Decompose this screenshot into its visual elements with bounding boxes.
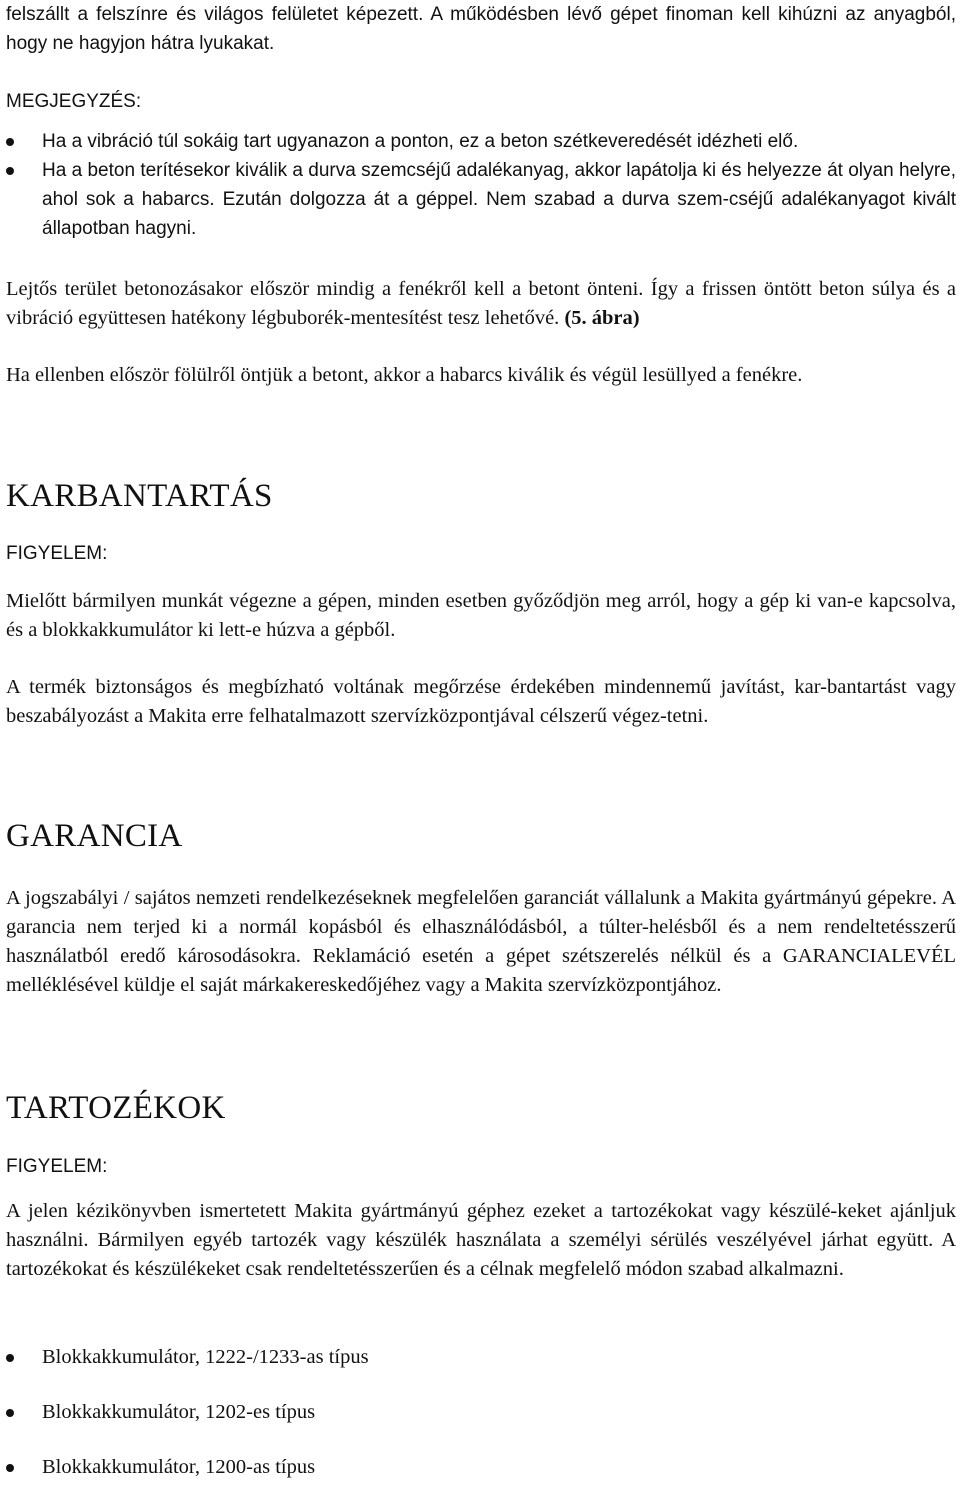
maintenance-heading: KARBANTARTÁS (6, 478, 273, 514)
bullet-icon (6, 1409, 14, 1417)
accessories-list (6, 1343, 956, 1508)
list-item: Ha a vibráció túl sokáig tart ugyanazon a ponton, ez a beton szétkeveredését idézheti elő. (6, 127, 956, 156)
bullet-icon (6, 1464, 14, 1472)
list-item: Ha a beton terítésekor kiválik a durva szemcséjű adalékanyag, akkor lapátolja ki és helyezze át olyan helyre, ahol sok a habarcs. Ezután dolgozza át a géppel. Nem szabad a durva szem-cséjű adalékanyagot kivált állapotban hagyni. (6, 156, 956, 243)
maintenance-warning-label: FIGYELEM: (6, 543, 108, 564)
accessories-paragraph: A jelen kézikönyvben ismertetett Makita gyártmányú géphez ezeket a tartozékokat vagy készülé-keket ajánljuk használni. Bármilyen egyéb tartozék vagy készülék használata a személyi sérülés veszélyével járhat együtt. A tartozékokat és készülékeket csak rendeltetésszerűen és a célnak megfelelő módon szabad alkalmazni. (6, 1200, 956, 1280)
bullet-icon (6, 1354, 14, 1362)
list-item: Blokkakkumulátor, 1202-es típus (6, 1398, 956, 1427)
figure-reference: (5. ábra) (564, 307, 640, 329)
note-label: MEGJEGYZÉS: (6, 91, 142, 112)
accessories-heading: TARTOZÉKOK (6, 1090, 226, 1126)
bullet-icon (6, 138, 14, 146)
warranty-heading: GARANCIA (6, 818, 183, 854)
accessories-warning-label: FIGYELEM: (6, 1156, 108, 1177)
warranty-paragraph: A jogszabályi / sajátos nemzeti rendelkezéseknek megfelelően garanciát vállalunk a Makita gyártmányú gépekre. A garancia nem terjed ki a normál kopásból és elhasználódásból, a túlter-helésből és a nem rendeltetésszerű használatból eredő károsodásokra. Reklamáció esetén a gépet szétszerelés nélkül és a GARANCIALEVÉL melléklésével küldje el saját márkakereskedőjéhez vagy a Makita szervízközpontjához. (6, 887, 956, 996)
maintenance-paragraph-2: A termék biztonságos és megbízható voltának megőrzése érdekében mindennemű javítást, kar-bantartást vagy beszabályozást a Makita erre felhatalmazott szervízközpontjával célszerű végez-tetni. (6, 676, 956, 727)
slope-paragraph: Lejtős terület betonozásakor először mindig a fenékről kell a betont önteni. Így a frissen öntött beton súlya és a vibráció együttesen hatékony légbuborék-mentesítést tesz lehetővé. (5. ábra) (6, 278, 956, 329)
list-item: Blokkakkumulátor, 1222-/1233-as típus (6, 1343, 956, 1372)
slope-paragraph-2: Ha ellenben először fölülről öntjük a betont, akkor a habarcs kiválik és végül lesüllyed a fenékre. (6, 364, 803, 386)
list-item: Blokkakkumulátor, 1200-as típus (6, 1453, 956, 1482)
note-list (6, 127, 956, 243)
maintenance-paragraph-1: Mielőtt bármilyen munkát végezne a gépen, minden esetben győződjön meg arról, hogy a gép ki van-e kapcsolva, és a blokkakkumulátor ki lett-e húzva a gépből. (6, 590, 956, 641)
bullet-icon (6, 167, 14, 175)
intro-paragraph: felszállt a felszínre és világos felületet képezett. A működésben lévő gépet finoman kell kihúzni az anyagból, hogy ne hagyjon hátra lyukakat. (6, 4, 956, 54)
